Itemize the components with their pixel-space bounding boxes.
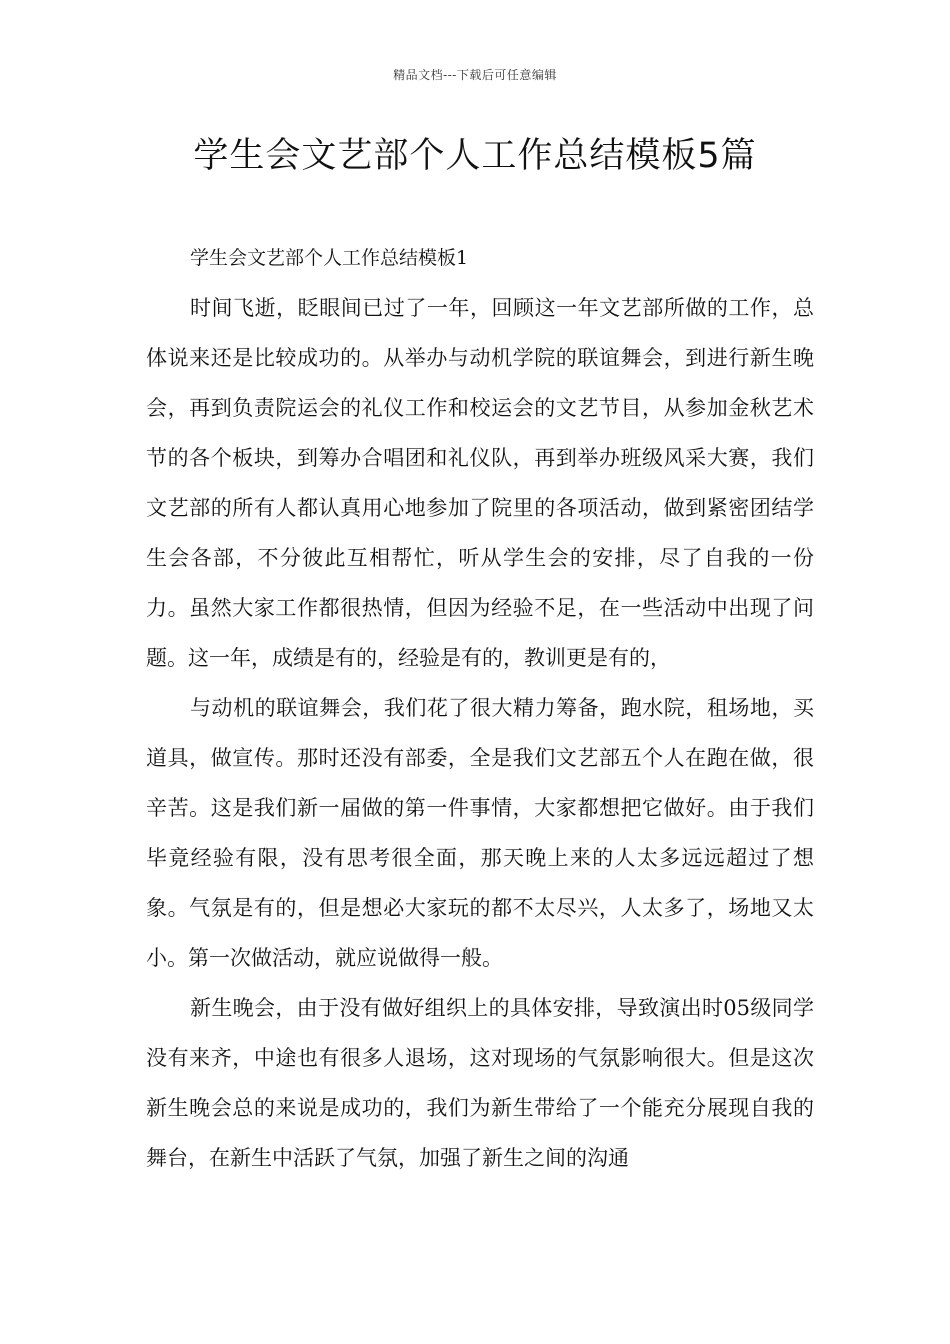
paragraph-1: 时间飞逝，眨眼间已过了一年，回顾这一年文艺部所做的工作，总体说来还是比较成功的。从举办与动机学院的联谊舞会，到进行新生晚会，再到负责院运会的礼仪工作和校运会的文艺节目，从参加金秋艺术节的各个板块，到筹办合唱团和礼仪队，再到举办班级风采大赛，我们文艺部的所有人都认真用心地参加了院里的各项活动，做到紧密团结学生会各部，不分彼此互相帮忙，听从学生会的安排，尽了自我的一份力。虽然大家工作都很热情，但因为经验不足，在一些活动中出现了问题。这一年，成绩是有的，经验是有的，教训更是有的， [146, 296, 814, 670]
section-subtitle: 学生会文艺部个人工作总结模板1 [190, 247, 469, 269]
paragraph-2: 与动机的联谊舞会，我们花了很大精力筹备，跑水院，租场地，买道具，做宣传。那时还没有部委，全是我们文艺部五个人在跑在做，很辛苦。这是我们新一届做的第一件事情，大家都想把它做好。由于我们毕竟经验有限，没有思考很全面，那天晚上来的人太多远远超过了想象。气氛是有的，但是想必大家玩的都不太尽兴，人太多了，场地又太小。第一次做活动，就应说做得一般。 [146, 696, 814, 970]
paragraph-3: 新生晚会，由于没有做好组织上的具体安排，导致演出时05级同学没有来齐，中途也有很多人退场，这对现场的气氛影响很大。但是这次新生晚会总的来说是成功的，我们为新生带给了一个能充分展现自我的舞台，在新生中活跃了气氛，加强了新生之间的沟通 [146, 996, 814, 1170]
document-body [146, 233, 814, 1183]
header-note: 精品文档---下载后可任意编辑 [393, 68, 557, 82]
document-title: 学生会文艺部个人工作总结模板5篇 [193, 136, 757, 176]
